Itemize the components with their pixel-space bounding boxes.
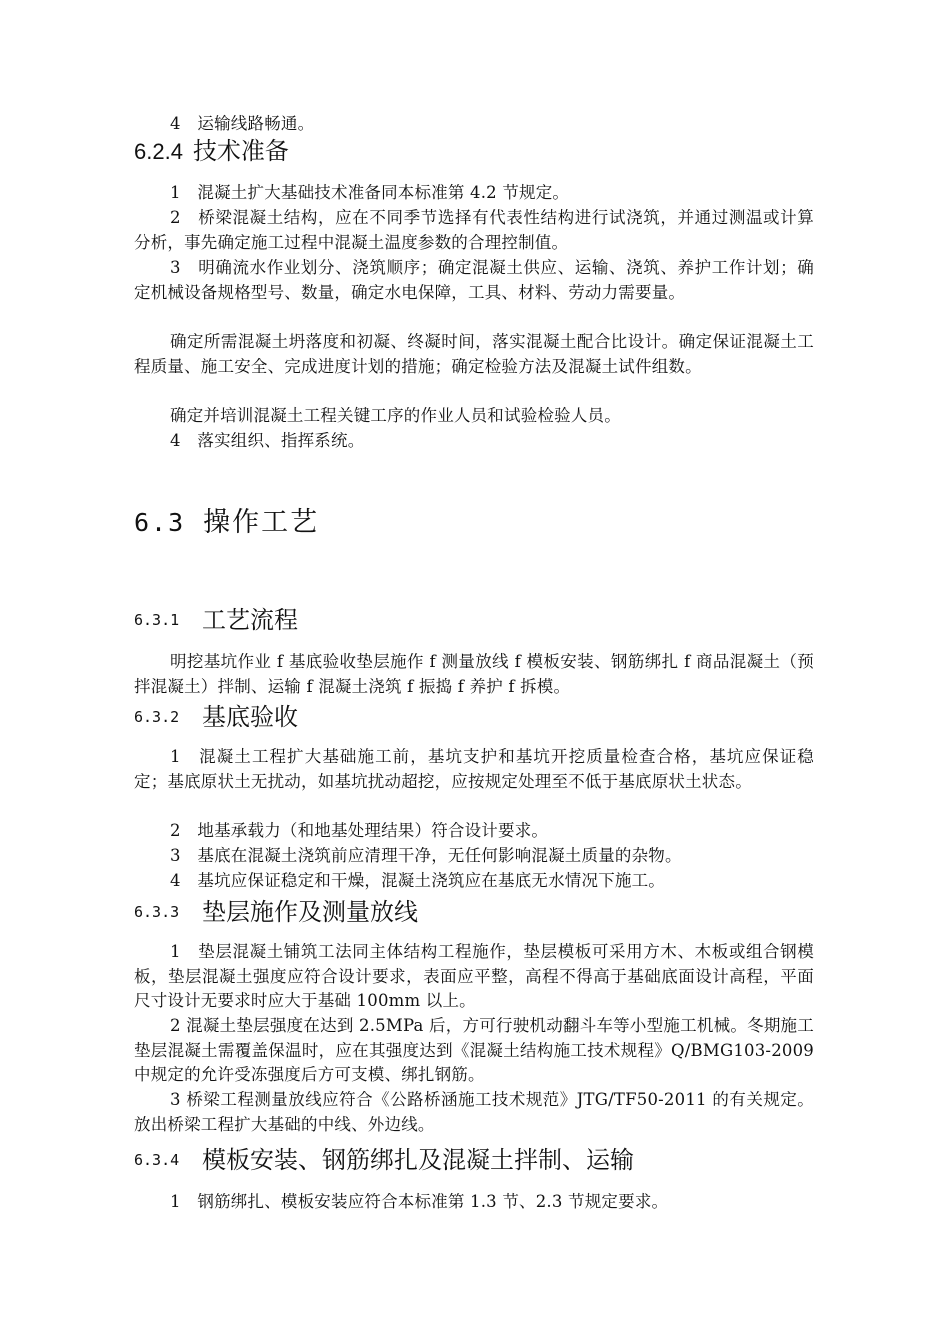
section-number: 6.3.1 (134, 611, 180, 629)
paragraph: 4 基坑应保证稳定和干燥，混凝土浇筑应在基底无水情况下施工。 (170, 871, 665, 890)
paragraph: 3 基底在混凝土浇筑前应清理干净，无任何影响混凝土质量的杂物。 (170, 846, 682, 865)
paragraph: 1 钢筋绑扎、模板安装应符合本标准第 1.3 节、2.3 节规定要求。 (170, 1192, 669, 1211)
section-heading-6-2-4 (134, 136, 289, 167)
paragraph: 2 混凝土垫层强度在达到 2.5MPa 后，方可行驶机动翻斗车等小型施工机械。冬期施工垫层混凝土需覆盖保温时，应在其强度达到《混凝土结构施工技术规程》Q/BMG103-2009 中规定的允许受冻强度后方可支模、绑扎钢筋。 (134, 1016, 814, 1084)
section-title: 基底验收 (202, 703, 298, 731)
section-heading-6-3-3 (134, 897, 418, 927)
paragraph: 1 混凝土扩大基础技术准备同本标准第 4.2 节规定。 (170, 183, 570, 202)
section-number: 6.3.4 (134, 1151, 180, 1169)
section-heading-6-3-2 (134, 702, 298, 732)
section-title: 技术准备 (192, 137, 289, 165)
paragraph: 3 明确流水作业划分、浇筑顺序；确定混凝土供应、运输、浇筑、养护工作计划；确定机械设备规格型号、数量，确定水电保障，工具、材料、劳动力需要量。 (134, 258, 814, 302)
section-title: 操作工艺 (203, 507, 320, 538)
paragraph: 2 桥梁混凝土结构，应在不同季节选择有代表性结构进行试浇筑，并通过测温或计算分析，事先确定施工过程中混凝土温度参数的合理控制值。 (134, 208, 814, 252)
section-heading-6-3-1 (134, 605, 298, 635)
paragraph: 确定所需混凝土坍落度和初凝、终凝时间，落实混凝土配合比设计。确定保证混凝土工程质量、施工安全、完成进度计划的措施；确定检验方法及混凝土试件组数。 (134, 332, 814, 376)
list-item: 4 运输线路畅通。 (170, 114, 315, 133)
section-heading-6-3-4 (134, 1145, 634, 1175)
section-title: 模板安装、钢筋绑扎及混凝土拌制、运输 (202, 1146, 634, 1174)
paragraph: 确定并培训混凝土工程关键工序的作业人员和试验检验人员。 (170, 406, 621, 425)
section-number: 6.2.4 (134, 139, 183, 164)
paragraph: 明挖基坑作业 f 基底验收垫层施作 f 测量放线 f 模板安装、钢筋绑扎 f 商品混凝土（预拌混凝土）拌制、运输 f 混凝土浇筑 f 振捣 f 养护 f 拆模。 (134, 652, 814, 696)
section-number: 6.3 (134, 508, 186, 537)
paragraph: 4 落实组织、指挥系统。 (170, 431, 365, 450)
paragraph: 3 桥梁工程测量放线应符合《公路桥涵施工技术规范》JTG/TF50-2011 的有关规定。放出桥梁工程扩大基础的中线、外边线。 (134, 1090, 814, 1134)
section-title: 垫层施作及测量放线 (202, 898, 418, 926)
section-number: 6.3.3 (134, 903, 180, 921)
paragraph: 1 垫层混凝土铺筑工法同主体结构工程施作，垫层模板可采用方木、木板或组合钢模板，垫层混凝土强度应符合设计要求，表面应平整，高程不得高于基础底面设计高程，平面尺寸设计无要求时应大于基础 100mm 以上。 (134, 942, 814, 1010)
section-title: 工艺流程 (202, 606, 298, 634)
section-heading-6-3 (134, 506, 319, 540)
paragraph: 1 混凝土工程扩大基础施工前，基坑支护和基坑开挖质量检查合格，基坑应保证稳定；基底原状土无扰动，如基坑扰动超挖，应按规定处理至不低于基底原状土状态。 (134, 747, 814, 791)
paragraph: 2 地基承载力（和地基处理结果）符合设计要求。 (170, 821, 549, 840)
section-number: 6.3.2 (134, 708, 180, 726)
